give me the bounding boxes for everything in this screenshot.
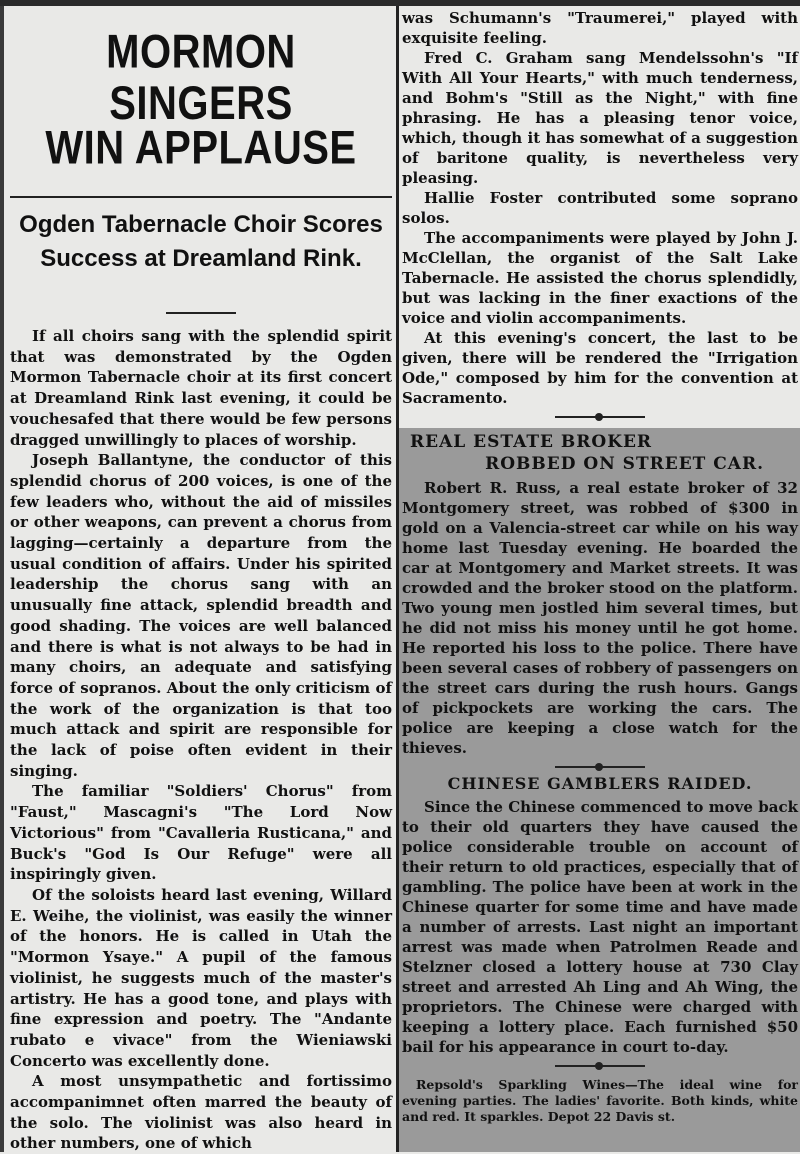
subheadline: Ogden Tabernacle Choir Scores Success at Dreamland Rink.	[19, 211, 383, 272]
gamblers-body: Since the Chinese commenced to move back to their old quarters they have caused the police considerable trouble on account of their return to old practices, especially that of gambling. The police have been at work in the Chinese quarter for some time and have made a number of arrests. Last night an important arrest was made when Patrolmen Reade and Stelzner closed a lottery house at 730 Clay street and arrested Ah Ling and Ah Wing, the proprietors. The Chinese were charged with keeping a lottery place. Each furnished $50 bail for his appearance in court to-day.	[402, 798, 798, 1056]
article-robbery	[402, 432, 798, 758]
top-border-rule	[0, 0, 800, 6]
section-divider	[555, 416, 645, 418]
article-paragraph: If all choirs sang with the splendid spirit that was demonstrated by the Ogden Mormon Tabernacle choir at its first concert at Dreamland Rink last evening, it could be vouchesafed that there would be few persons dragged unwillingly to places of worship.	[10, 327, 392, 449]
article-paragraph: The familiar "Soldiers' Chorus" from "Faust," Mascagni's "The Lord Now Victorious" from "Cavalleria Rusticana," and Buck's "God Is Our Refuge" were all inspiringly given.	[10, 782, 392, 884]
gamblers-title: CHINESE GAMBLERS RAIDED.	[447, 774, 753, 793]
continuation-paragraph: Hallie Foster contributed some soprano solos.	[402, 189, 798, 227]
section-divider	[555, 1065, 645, 1067]
article-paragraph: A most unsympathetic and fortissimo accompanimnet often marred the beauty of the solo. The violinist was also heard in other numbers, one of which	[10, 1072, 392, 1153]
article-continuation	[402, 8, 798, 408]
article-gamblers	[402, 774, 798, 1057]
continuation-paragraph: Fred C. Graham sang Mendelssohn's "If With All Your Hearts," with much tenderness, and Bohm's "Still as the Night," with fine phrasing. He has a pleasing tenor voice, which, though it has somewhat of a suggestion of baritone quality, is nevertheless very pleasing.	[402, 49, 798, 187]
robbery-body: Robert R. Russ, a real estate broker of 32 Montgomery street, was robbed of $300 in gold on a Valencia-street car while on his way home last Tuesday evening. He boarded the car at Montgomery and Market streets. It was crowded and the broker stood on the platform. Two young men jostled him several times, but he did not miss his money until he got home. He reported his loss to the police. There have been several cases of robbery of passengers on the street cars during the rush hours. Gangs of pickpockets are working the cars. The police are keeping a close watch for the thieves.	[402, 479, 798, 757]
section-divider	[555, 766, 645, 768]
continuation-paragraph: The accompaniments were played by John J. McClellan, the organist of the Salt Lake Tabernacle. He assisted the chorus splendidly, but was lacking in the finer exactions of the voice and violin accompaniments.	[402, 229, 798, 327]
continuation-paragraph: was Schumann's "Traumerei," played with exquisite feeling.	[402, 9, 798, 47]
left-column	[10, 8, 392, 1154]
headline-line-2: WIN APPLAUSE	[45, 122, 357, 174]
article-paragraph: Of the soloists heard last evening, Willard E. Weihe, the violinist, was easily the winner of the honors. He is called in Utah the "Mormon Ysaye." A pupil of the famous violinist, he suggests much of the master's artistry. He has a good tone, and plays with fine expression and poetry. The "Andante rubato e vivace" from the Wieniawski Concerto was excellently done.	[10, 885, 392, 1070]
headline-line-1: MORMON SINGERS	[106, 26, 296, 130]
right-column	[402, 8, 798, 1125]
article-body	[10, 326, 392, 1154]
robbery-title-line-2: ROBBED ON STREET CAR.	[485, 454, 764, 474]
wine-advertisement: Repsold's Sparkling Wines—The ideal wine for evening parties. The ladies' favorite. Both kinds, white and red. It sparkles. Depot 22 Davis st.	[402, 1077, 798, 1124]
column-divider	[396, 6, 399, 1152]
left-edge-rule	[0, 6, 4, 1152]
subheadline-rule	[166, 312, 236, 314]
continuation-paragraph: At this evening's concert, the last to be given, there will be rendered the "Irrigation Ode," composed by him for the convention at Sacramento.	[402, 329, 798, 407]
headline-rule	[10, 196, 392, 198]
article-paragraph: Joseph Ballantyne, the conductor of this splendid chorus of 200 voices, is one of the few leaders who, without the aid of missiles or other weapons, can prevent a chorus from lagging—certainly a departure from the usual condition of affairs. Under his spirited leadership the chorus sang with an unusually fine attack, splendid breadth and good shading. The voices are well balanced and there is what is not always to be had in many choirs, an adequate and satisfying force of sopranos. About the only criticism of the work of the organization is that too much attack and spirit are responsible for the lack of poise often evident in their singing.	[10, 451, 392, 780]
robbery-title-line-1: REAL ESTATE BROKER	[410, 432, 653, 452]
